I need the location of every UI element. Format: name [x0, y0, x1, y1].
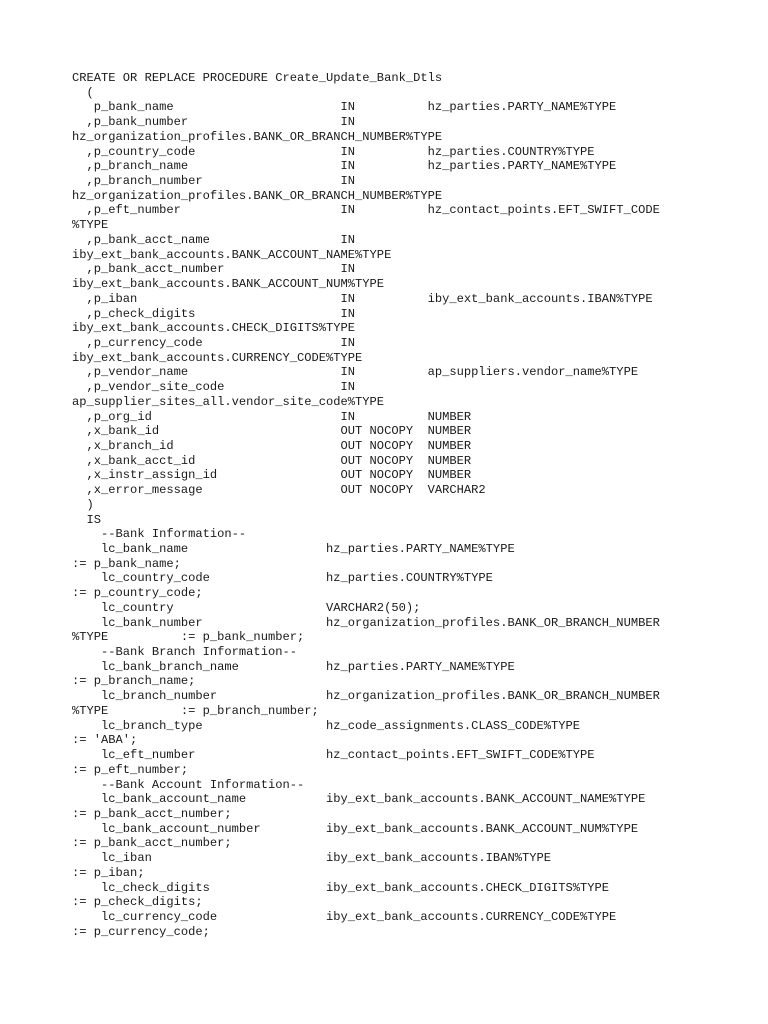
code-line: := p_check_digits;	[72, 895, 203, 910]
code-line: := p_bank_acct_number;	[72, 836, 232, 851]
code-line: (	[72, 85, 94, 100]
code-line: %TYPE := p_branch_number;	[72, 703, 319, 718]
code-line: iby_ext_bank_accounts.BANK_ACCOUNT_NAME%TYPE	[72, 247, 392, 262]
code-line: p_bank_name IN hz_parties.PARTY_NAME%TYPE	[72, 100, 617, 115]
code-line: := p_bank_name;	[72, 556, 181, 571]
code-line: lc_branch_type hz_code_assignments.CLASS_CODE%TYPE	[72, 718, 581, 733]
code-line: ,x_bank_acct_id OUT NOCOPY NUMBER	[72, 453, 472, 468]
code-line: ,p_country_code IN hz_parties.COUNTRY%TYPE	[72, 144, 595, 159]
code-line: := p_country_code;	[72, 586, 203, 601]
code-line: iby_ext_bank_accounts.CHECK_DIGITS%TYPE	[72, 321, 356, 336]
code-line: ,x_branch_id OUT NOCOPY NUMBER	[72, 438, 472, 453]
code-line: lc_bank_number hz_organization_profiles.BANK_OR_BRANCH_NUMBER	[72, 615, 660, 630]
code-line: --Bank Branch Information--	[72, 645, 297, 660]
code-line: ,x_instr_assign_id OUT NOCOPY NUMBER	[72, 468, 472, 483]
code-line: ap_supplier_sites_all.vendor_site_code%TYPE	[72, 394, 385, 409]
code-line: := 'ABA';	[72, 733, 138, 748]
code-line: lc_eft_number hz_contact_points.EFT_SWIFT_CODE%TYPE	[72, 748, 595, 763]
code-line: %TYPE := p_bank_number;	[72, 630, 305, 645]
code-line: CREATE OR REPLACE PROCEDURE Create_Update_Bank_Dtls	[72, 71, 443, 85]
code-line: ,x_error_message OUT NOCOPY VARCHAR2	[72, 483, 486, 498]
code-line: ,p_org_id IN NUMBER	[72, 409, 472, 424]
code-line: lc_check_digits iby_ext_bank_accounts.CHECK_DIGITS%TYPE	[72, 880, 610, 895]
code-line: --Bank Account Information--	[72, 777, 305, 792]
code-line: := p_currency_code;	[72, 924, 210, 939]
code-line: lc_country VARCHAR2(50);	[72, 600, 421, 615]
code-line: ,p_bank_acct_number IN	[72, 262, 356, 277]
code-line: lc_bank_account_name iby_ext_bank_accounts.BANK_ACCOUNT_NAME%TYPE	[72, 792, 646, 807]
code-line: ,p_bank_number IN	[72, 115, 356, 130]
code-line: --Bank Information--	[72, 527, 247, 542]
code-line: lc_branch_number hz_organization_profiles.BANK_OR_BRANCH_NUMBER	[72, 689, 660, 704]
code-line: ,x_bank_id OUT NOCOPY NUMBER	[72, 424, 472, 439]
code-line: hz_organization_profiles.BANK_OR_BRANCH_NUMBER%TYPE	[72, 129, 443, 144]
code-line: ,p_vendor_site_code IN	[72, 380, 356, 395]
code-line: := p_eft_number;	[72, 762, 189, 777]
code-line: lc_bank_branch_name hz_parties.PARTY_NAME%TYPE	[72, 659, 515, 674]
code-line: ,p_iban IN iby_ext_bank_accounts.IBAN%TYPE	[72, 291, 653, 306]
code-line: ,p_vendor_name IN ap_suppliers.vendor_name%TYPE	[72, 365, 639, 380]
code-line: %TYPE	[72, 218, 109, 233]
code-line: := p_bank_acct_number;	[72, 806, 232, 821]
code-line: iby_ext_bank_accounts.CURRENCY_CODE%TYPE	[72, 350, 363, 365]
code-line: lc_bank_name hz_parties.PARTY_NAME%TYPE	[72, 542, 515, 556]
code-line: ,p_branch_number IN	[72, 174, 356, 189]
code-line: lc_iban iby_ext_bank_accounts.IBAN%TYPE	[72, 851, 551, 866]
code-listing	[72, 71, 660, 939]
code-line: IS	[72, 512, 102, 527]
code-line: ,p_check_digits IN	[72, 306, 356, 321]
code-line: iby_ext_bank_accounts.BANK_ACCOUNT_NUM%TYPE	[72, 277, 385, 292]
code-line: := p_iban;	[72, 865, 145, 880]
code-line: )	[72, 497, 94, 512]
code-line: ,p_bank_acct_name IN	[72, 232, 356, 247]
code-line: lc_bank_account_number iby_ext_bank_accounts.BANK_ACCOUNT_NUM%TYPE	[72, 821, 639, 836]
code-line: ,p_currency_code IN	[72, 335, 356, 350]
code-line: ,p_eft_number IN hz_contact_points.EFT_SWIFT_CODE	[72, 203, 660, 218]
code-line: hz_organization_profiles.BANK_OR_BRANCH_NUMBER%TYPE	[72, 188, 443, 203]
code-line: lc_currency_code iby_ext_bank_accounts.CURRENCY_CODE%TYPE	[72, 909, 617, 924]
code-line: := p_branch_name;	[72, 674, 196, 689]
code-line: lc_country_code hz_parties.COUNTRY%TYPE	[72, 571, 493, 586]
code-line: ,p_branch_name IN hz_parties.PARTY_NAME%TYPE	[72, 159, 617, 174]
